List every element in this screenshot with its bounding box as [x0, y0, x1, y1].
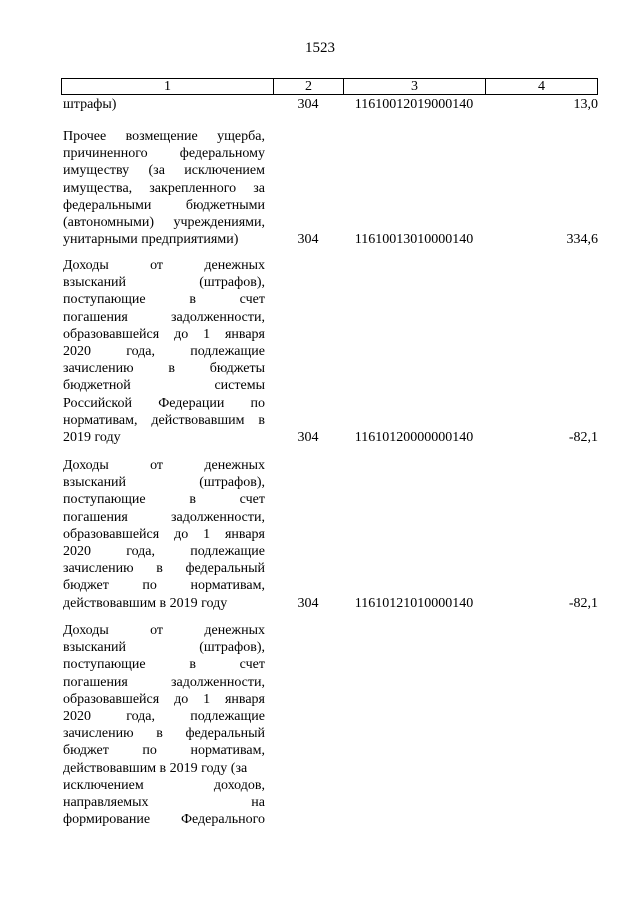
description-line [63, 309, 265, 326]
sum-cell: -82,1 [568, 430, 598, 445]
kbk-cell: 11610012019000140 [354, 97, 474, 112]
word: поступающие [63, 492, 146, 508]
word: зачислению [63, 561, 134, 577]
description-line [63, 708, 265, 725]
code-cell: 304 [297, 232, 319, 248]
word: Доходы [63, 258, 109, 273]
word: бюджетной [63, 378, 131, 394]
word: денежных [204, 623, 265, 638]
word: года, [126, 709, 156, 725]
word: до [174, 326, 189, 342]
table-header [61, 78, 598, 95]
word: января [224, 691, 265, 707]
word: федеральному [179, 146, 265, 162]
description-line [63, 343, 265, 360]
description-line [63, 412, 265, 429]
description-line [63, 360, 265, 377]
table-row [61, 622, 598, 828]
description-line [63, 377, 265, 394]
description-line [63, 257, 265, 274]
word: взысканий [63, 475, 127, 491]
word: Доходы [63, 623, 109, 638]
word: исключением [63, 777, 144, 793]
word: бюджеты [209, 361, 265, 377]
description-line [63, 777, 265, 794]
description-line: действовавшим в 2019 году (за [63, 760, 248, 776]
word: января [224, 526, 265, 542]
word: счет [239, 657, 265, 673]
description-line [63, 639, 265, 656]
word: (штрафов), [199, 475, 265, 491]
word: счет [239, 292, 265, 308]
word: 1 [203, 326, 211, 342]
sum-cell: 334,6 [566, 232, 598, 248]
word: бюджет [63, 578, 109, 594]
word: зачислению [63, 361, 134, 377]
word: по [250, 395, 265, 411]
word: погашения [63, 674, 128, 690]
word: в [168, 361, 175, 377]
word: системы [214, 378, 265, 394]
word: (штрафов), [199, 640, 265, 656]
word: нормативам, [63, 412, 138, 428]
word: Прочее [63, 129, 107, 144]
word: подлежащие [190, 709, 265, 725]
word: января [224, 326, 265, 342]
description-line: унитарными предприятиями) [63, 232, 239, 248]
word: в [189, 492, 196, 508]
word: до [174, 526, 189, 542]
table-row [61, 457, 598, 612]
kbk-cell: 11610121010000140 [354, 595, 474, 611]
word: от [150, 623, 164, 638]
word: зачислению [63, 726, 134, 742]
description-line [63, 725, 265, 742]
word: закрепленного [149, 180, 237, 196]
description-line [63, 794, 265, 811]
word: денежных [204, 458, 265, 473]
header-col-2: 2 [274, 79, 344, 94]
word: доходов, [213, 777, 265, 793]
description-line [63, 742, 265, 759]
description-line [63, 509, 265, 526]
word: 2020 [63, 544, 91, 560]
word: учреждениями, [173, 215, 265, 231]
word: направляемых [63, 795, 149, 811]
word: (за [148, 163, 165, 179]
description-line [63, 457, 265, 474]
word: поступающие [63, 657, 146, 673]
word: ущерба, [217, 129, 265, 144]
description-line [63, 180, 265, 197]
word: образовавшейся [63, 526, 160, 542]
description-line [63, 197, 265, 214]
word: от [150, 458, 164, 473]
word: года, [126, 344, 156, 360]
row-description [63, 257, 265, 446]
word: взысканий [63, 275, 127, 291]
description-line [63, 291, 265, 308]
description-line [63, 543, 265, 560]
word: (штрафов), [199, 275, 265, 291]
description-line [63, 274, 265, 291]
word: от [150, 258, 164, 273]
word: погашения [63, 309, 128, 325]
word: действовавшим [151, 412, 245, 428]
word: имущества, [63, 180, 133, 196]
code-cell: 304 [297, 595, 319, 611]
description-line: 2019 году [63, 430, 121, 446]
word: (автономными) [63, 215, 155, 231]
header-col-1: 1 [62, 79, 274, 94]
word: исключением [184, 163, 265, 179]
word: Федерации [158, 395, 225, 411]
word: бюджетными [185, 197, 265, 213]
word: счет [239, 492, 265, 508]
word: задолженности, [170, 309, 265, 325]
row-description [63, 622, 265, 828]
table-row [61, 96, 598, 113]
word: взысканий [63, 640, 127, 656]
row-description [63, 128, 265, 248]
word: в [156, 726, 163, 742]
word: подлежащие [190, 544, 265, 560]
description-line [63, 577, 265, 594]
description-line [63, 145, 265, 162]
word: до [174, 691, 189, 707]
description-line [63, 214, 265, 231]
word: Российской [63, 395, 132, 411]
word: поступающие [63, 292, 146, 308]
sum-cell: -82,1 [568, 595, 598, 611]
word: года, [126, 544, 156, 560]
word: формирование [63, 812, 151, 828]
description-line [63, 491, 265, 508]
description-line [63, 526, 265, 543]
row-description [63, 457, 265, 612]
word: имуществу [63, 163, 130, 179]
description-line [63, 162, 265, 179]
word: задолженности, [170, 674, 265, 690]
code-cell: 304 [297, 97, 319, 112]
kbk-cell: 11610120000000140 [354, 430, 474, 445]
description-line [63, 560, 265, 577]
word: задолженности, [170, 509, 265, 525]
word: на [251, 795, 265, 811]
word: возмещение [125, 129, 198, 144]
word: 2020 [63, 344, 91, 360]
description-line [63, 622, 265, 639]
word: федеральный [185, 561, 265, 577]
word: Федерального [180, 812, 265, 828]
word: в [156, 561, 163, 577]
word: 1 [203, 526, 211, 542]
row-description [63, 96, 265, 113]
header-col-4: 4 [538, 79, 545, 94]
kbk-cell: 11610013010000140 [354, 232, 474, 248]
table-row [61, 257, 598, 446]
word: причиненного [63, 146, 148, 162]
description-line: штрафы) [63, 97, 117, 112]
word: нормативам, [190, 743, 265, 759]
code-cell: 304 [297, 430, 319, 445]
word: по [142, 743, 157, 759]
word: Доходы [63, 458, 109, 473]
word: в [258, 412, 265, 428]
word: погашения [63, 509, 128, 525]
word: 1 [203, 691, 211, 707]
word: в [189, 292, 196, 308]
word: образовавшейся [63, 326, 160, 342]
description-line [63, 326, 265, 343]
word: федеральными [63, 197, 152, 213]
header-col-3: 3 [344, 79, 486, 94]
description-line [63, 395, 265, 412]
word: 2020 [63, 709, 91, 725]
word: нормативам, [190, 578, 265, 594]
word: по [142, 578, 157, 594]
description-line [63, 691, 265, 708]
page-number: 1523 [305, 40, 335, 56]
word: бюджет [63, 743, 109, 759]
word: образовавшейся [63, 691, 160, 707]
description-line [63, 474, 265, 491]
sum-cell: 13,0 [573, 97, 598, 112]
word: денежных [204, 258, 265, 273]
word: федеральный [185, 726, 265, 742]
table-row [61, 128, 598, 248]
description-line [63, 128, 265, 145]
word: подлежащие [190, 344, 265, 360]
description-line: действовавшим в 2019 году [63, 595, 228, 611]
description-line [63, 811, 265, 828]
description-line [63, 674, 265, 691]
word: за [253, 180, 265, 196]
word: в [189, 657, 196, 673]
description-line [63, 656, 265, 673]
